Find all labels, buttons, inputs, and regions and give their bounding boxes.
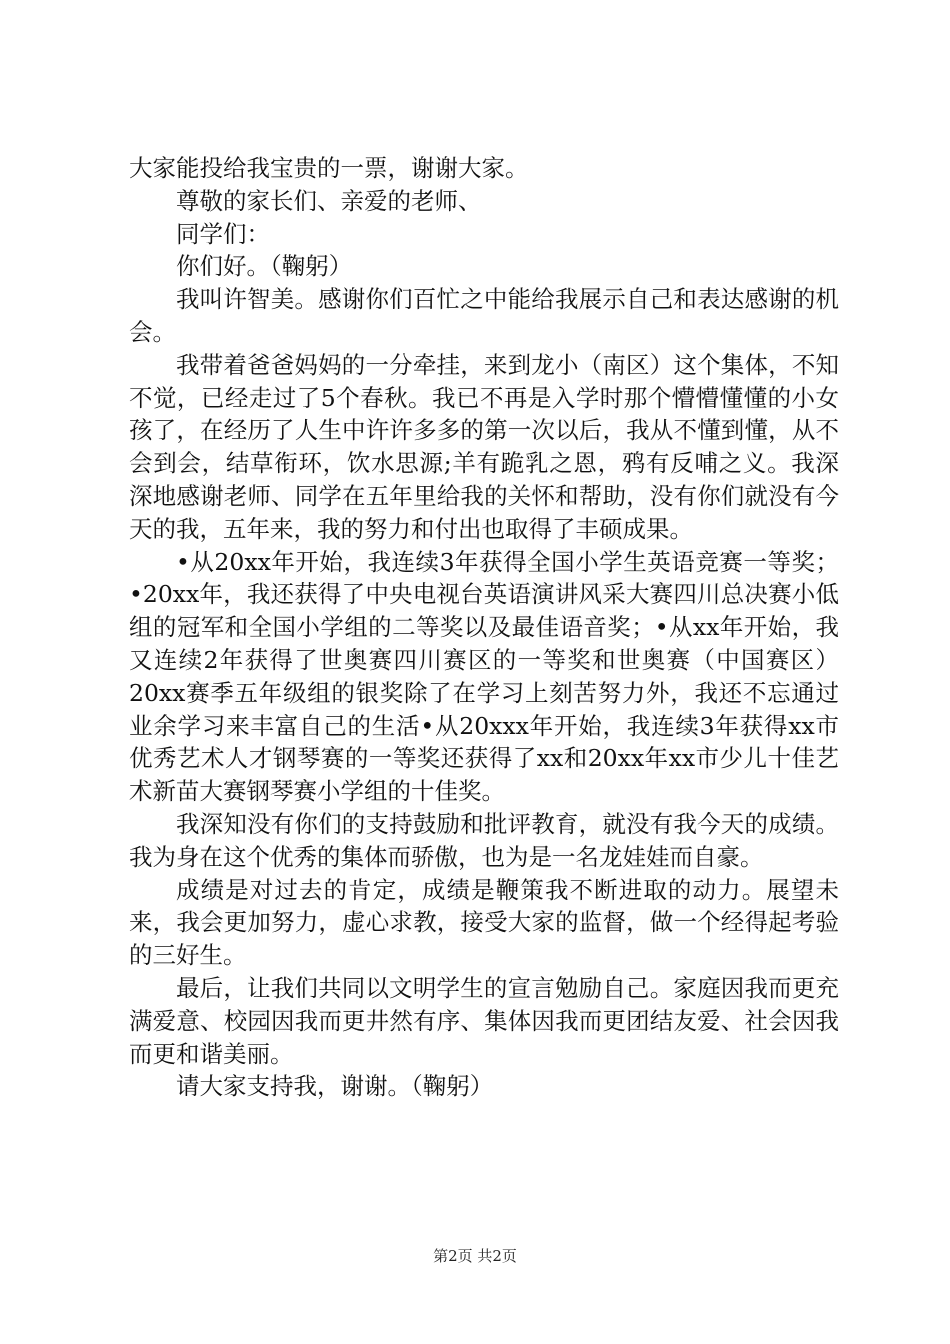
page-footer: 第2页 共2页 — [433, 1247, 517, 1265]
paragraph-9: 成绩是对过去的肯定，成绩是鞭策我不断进取的动力。展望未来，我会更加努力，虚心求教，接受大家的监督，做一个经得起考验的三好生。 — [129, 875, 839, 970]
paragraph-3: 同学们： — [176, 219, 270, 248]
paragraph-1: 大家能投给我宝贵的一票，谢谢大家。 — [129, 154, 529, 182]
paragraph-10: 最后，让我们共同以文明学生的宣言勉励自己。家庭因我而更充满爱意、校园因我而更井然有序、集体因我而更团结友爱、社会因我而更和谐美丽。 — [129, 973, 839, 1068]
paragraph-6: 我带着爸爸妈妈的一分牵挂，来到龙小（南区）这个集体，不知不觉，已经走过了5个春秋。我已不再是入学时那个懵懵懂懂的小女孩了，在经历了人生中许许多多的第一次以后，我从不懂到懂，从不会到会，结草衔环，饮水思源;羊有跪乳之恩，鸦有反哺之义。我深深地感谢老师、同学在五年里给我的关怀和帮助，没有你们就没有今天的我，五年来，我的努力和付出也取得了丰硕成果。 — [129, 350, 839, 543]
document-body — [129, 152, 839, 1103]
paragraph-7: •从20xx年开始，我连续3年获得全国小学生英语竞赛一等奖；•20xx年，我还获得了中央电视台英语演讲风采大赛四川总决赛小低组的冠军和全国小学组的二等奖以及最佳语音奖；•从xx年开始，我又连续2年获得了世奥赛四川赛区的一等奖和世奥赛（中国赛区）20xx赛季五年级组的银奖除了在学习上刻苦努力外，我还不忘通过业余学习来丰富自己的生活•从20xxx年开始，我连续3年获得xx市优秀艺术人才钢琴赛的一等奖还获得了xx和20xx年xx市少儿十佳艺术新苗大赛钢琴赛小学组的十佳奖。 — [129, 547, 839, 806]
paragraph-5: 我叫许智美。感谢你们百忙之中能给我展示自己和表达感谢的机会。 — [129, 285, 839, 346]
paragraph-11: 请大家支持我，谢谢。（鞠躬） — [176, 1072, 494, 1101]
paragraph-4: 你们好。（鞠躬） — [176, 252, 353, 281]
paragraph-2: 尊敬的家长们、亲爱的老师、 — [176, 186, 482, 215]
paragraph-8: 我深知没有你们的支持鼓励和批评教育，就没有我今天的成绩。我为身在这个优秀的集体而骄傲，也为是一名龙娃娃而自豪。 — [129, 809, 839, 871]
